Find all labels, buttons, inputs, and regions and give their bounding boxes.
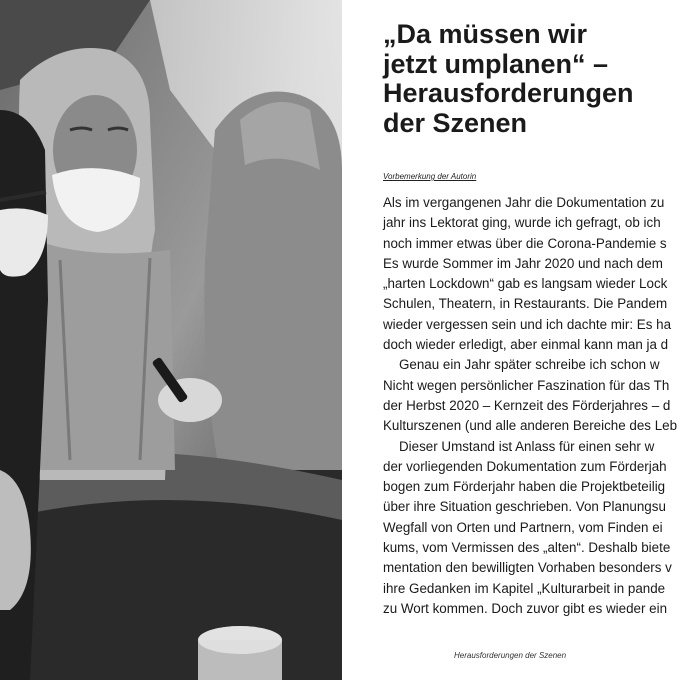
kicker-label: Vorbemerkung der Autorin: [383, 172, 477, 181]
title-line: der Szenen: [383, 107, 528, 138]
body-line: über ihre Situation geschrieben. Von Planungsu: [383, 499, 666, 515]
body-text: [383, 193, 680, 619]
body-line: Wegfall von Orten und Partnern, vom Finden ei: [383, 519, 663, 535]
body-line: der Herbst 2020 – Kernzeit des Förderjahres – d: [383, 397, 671, 413]
body-line: Kulturszenen (und alle anderen Bereiche des Leb: [383, 418, 678, 434]
body-line: bogen zum Förderjahr haben die Projektbeteilig: [383, 479, 666, 495]
body-line: der vorliegenden Dokumentation zum Förderjah: [383, 458, 667, 474]
body-line: Es wurde Sommer im Jahr 2020 und nach dem: [383, 255, 663, 271]
body-line: Dieser Umstand ist Anlass für einen sehr w: [399, 438, 655, 454]
body-line: doch wieder erledigt, aber einmal kann man ja d: [383, 337, 669, 353]
title-line: „Da müssen wir: [383, 19, 588, 49]
body-line: Genau ein Jahr später schreibe ich schon w: [399, 357, 660, 373]
body-line: noch immer etwas über die Corona-Pandemie s: [383, 235, 667, 251]
body-line: Als im vergangenen Jahr die Dokumentation zu: [383, 195, 665, 210]
text-page: [342, 0, 680, 680]
body-line: Nicht wegen persönlicher Faszination für das Th: [383, 377, 670, 393]
article-title: [383, 20, 680, 138]
body-line: ihre Gedanken im Kapitel „Kulturarbeit in pande: [383, 580, 666, 596]
body-line: zu Wort kommen. Doch zuvor gibt es wieder ein: [383, 600, 668, 616]
body-line: wieder vergessen sein und ich dachte mir: Es ha: [383, 316, 672, 332]
body-line: „harten Lockdown“ gab es langsam wieder Lock: [383, 276, 668, 292]
body-line: mentation den bewilligten Vorhaben besonders v: [383, 560, 672, 576]
page-footer: Herausforderungen der Szenen: [454, 651, 567, 660]
title-line: Herausforderungen: [383, 78, 634, 108]
body-line: Schulen, Theatern, in Restaurants. Die Pandem: [383, 296, 668, 312]
title-line: jetzt umplanen“ –: [383, 48, 609, 79]
body-line: kums, vom Vermissen des „alten“. Deshalb biete: [383, 540, 671, 556]
body-line: jahr ins Lektorat ging, wurde ich gefragt, ob ich: [383, 215, 661, 231]
